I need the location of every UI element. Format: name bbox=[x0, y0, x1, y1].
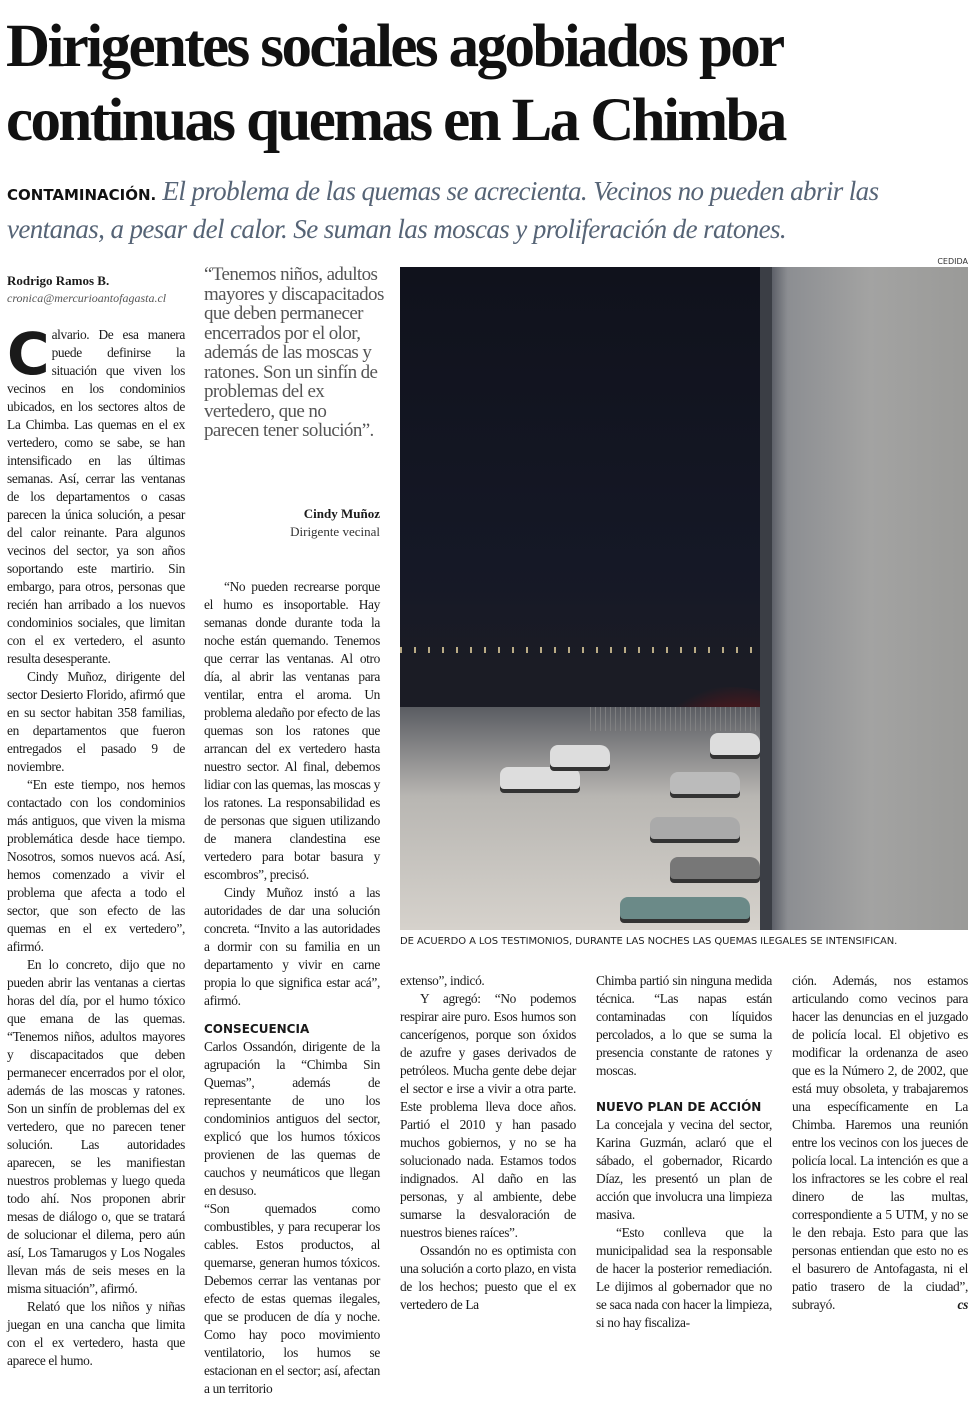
paragraph: En lo concreto, dijo que no pueden abrir las ventanas a ciertas horas del día, por el humo tóxico que emana de las quemas. “Tenemos niños, adultos mayores y discapacitados que deben permanecer encerrados por el olor, además de las moscas y ratones. Son un sinfín de problemas del ex vertedero, que no parecen tener solución. Las autoridades aparecen, se les manifiestan nuestros problemas y luego queda todo ahí. Nos proponen abrir mesas de diálogo o, que se tratará de solucionar el dilema, pero aún así, Los Tamarugos y Los Nogales llevan más de seis meses en la misma situación”, afirmó. bbox=[7, 957, 185, 1296]
pull-quote-attribution bbox=[204, 505, 380, 541]
end-mark-icon: cs bbox=[957, 1297, 968, 1312]
paragraph: Cindy Muñoz, dirigente del sector Desierto Florido, afirmó que en su sector habitan 358 familias, en departamentos que fueron entregados el pasado 9 de noviembre. bbox=[7, 669, 185, 774]
paragraph: La concejala y vecina del sector, Karina Guzmán, aclaró que el sábado, el gobernador, Ricardo Díaz, les presentó un plan de acción que involucra una limpieza masiva. bbox=[596, 1117, 772, 1222]
car bbox=[710, 733, 760, 755]
subtitle bbox=[7, 174, 969, 246]
city-lights bbox=[400, 647, 760, 653]
paragraph: Cindy Muñoz instó a las autoridades de dar una solución concreta. “Invito a las autoridades a dormir con su familia en un departamento y vivir en carne propia lo que significa estar acá”, afirmó. bbox=[204, 885, 380, 1008]
paragraph: Ossandón no es optimista con una solución a corto plazo, en vista de los hechos; puesto que el ex vertedero de La bbox=[400, 1243, 576, 1312]
paragraph: Chimba partió sin ninguna medida técnica. “Las napas están contaminadas con líquidos percolados, a lo que se suma la presencia constante de ratones y moscas. bbox=[596, 973, 772, 1078]
car bbox=[650, 817, 740, 839]
column-3 bbox=[400, 972, 576, 1314]
car bbox=[550, 745, 610, 767]
car bbox=[500, 767, 580, 789]
column-4 bbox=[596, 972, 772, 1332]
section-heading-plan: NUEVO PLAN DE ACCIÓN bbox=[596, 1100, 762, 1114]
paragraph: “Son quemados como combustibles, y para recuperar los cables. Estos productos, al quemarse, generan humos tóxicos. Debemos cerrar las ventanas por efecto de estas quemas ilegales, que se producen de día y noche. Como hay poco movimiento ventilatorio, los humos se estacionan en el sector; así, afectan a un territorio bbox=[204, 1201, 380, 1396]
author-name: Rodrigo Ramos B. bbox=[7, 273, 110, 288]
column-1 bbox=[7, 320, 185, 1370]
article-photo bbox=[400, 267, 968, 930]
car bbox=[670, 772, 740, 794]
photo-caption: DE ACUERDO A LOS TESTIMONIOS, DURANTE LAS NOCHES LAS QUEMAS ILEGALES SE INTENSIFICAN. bbox=[400, 936, 898, 947]
paragraph: ción. Además, nos estamos articulando como vecinos para hacer las denuncias en el juzgado de policía local. El objetivo es modificar la ordenanza de aseo que es la Número 2, de 2002, que está muy obsoleta, y trabajaremos una específicamente en La Chimba. Haremos una reunión entre los vecinos con los jueces de policía local. La intención es que a los infractores se les cobre el real dinero de las multas, correspondiente a 5 UTM, y no se le den rebaja. Esto para que las personas entiendan que esto no es el basurero de Antofagasta, ni el patio trasero de la ciudad”, subrayó. cs bbox=[792, 973, 968, 1312]
column-5 bbox=[792, 972, 968, 1314]
paragraph: “En este tiempo, nos hemos contactado con los condominios más antiguos, que viven la misma problemática desde hace tiempo. Nosotros, somos nuevos acá. Así, hemos comenzado a vivir el problema que afecta a todo el sector, que son efecto de las quemas en el ex vertedero”, afirmó. bbox=[7, 777, 185, 954]
paragraph: Calvario. De esa manera puede definirse la situación que viven los vecinos en los condominios ubicados, en los sectores altos de La Chimba. Las quemas en el ex vertedero, como se sabe, se han intensificado en las últimas semanas. Así, cerrar las ventanas de los departamentos o casas parecen la única solución, a pesar del calor reinante. Para algunos vecinos del sector, ya son años soportando este martirio. Sin embargo, para otros, personas que recién han arribado a los nuevos condominios sociales, que limitan con el ex vertedero, el asunto resulta desesperante. bbox=[7, 320, 185, 666]
drop-cap: C bbox=[7, 320, 48, 388]
paragraph: “No pueden recrearse porque el humo es insoportable. Hay semanas donde durante toda la noche están quemando. Tenemos que cerrar las ventanas. Al otro día, al abrir las ventanas para ventilar, entra el aroma. Un problema aledaño por efecto de las quemas son los ratones que arrancan del ex vertedero hasta nuestro sector. Al final, debemos lidiar con las quemas, las moscas y los ratones. La responsabilidad es de personas que siguen utilizando de manera clandestina ese vertedero para botar basura y escombros”, precisó. bbox=[204, 579, 380, 882]
paragraph: “Esto conlleva que la municipalidad sea la responsable de hacer la posterior remediación. Le dijimos al gobernador que no se saca nada con hacer la limpieza, si no hay fiscaliza- bbox=[596, 1225, 772, 1330]
car bbox=[620, 897, 750, 919]
quote-role: Dirigente vecinal bbox=[290, 524, 380, 539]
photo-credit: CEDIDA bbox=[937, 257, 968, 266]
paragraph: Relató que los niños y niñas juegan en una cancha que limita con el ex vertedero, hasta que aparece el humo. bbox=[7, 1299, 185, 1368]
headline: Dirigentes sociales agobiados por continuas quemas en La Chimba bbox=[6, 13, 785, 154]
subtitle-kicker: CONTAMINACIÓN. bbox=[7, 186, 157, 204]
quote-author: Cindy Muñoz bbox=[303, 506, 380, 521]
column-2 bbox=[204, 578, 380, 1398]
car bbox=[670, 857, 760, 879]
subtitle-text: El problema de las quemas se acrecienta. Vecinos no pueden abrir las ventanas, a pesar del calor. Se suman las moscas y proliferación de ratones. bbox=[7, 176, 879, 244]
byline bbox=[7, 272, 192, 307]
paragraph: Carlos Ossandón, dirigente de la agrupación la “Chimba Sin Quemas”, además de representante de uno los condominios antiguos del sector, explicó que los humos tóxicos provienen de las quemas de cauchos y neumáticos que llegan en desuso. bbox=[204, 1039, 380, 1198]
pull-quote: “Tenemos niños, adultos mayores y discapacitados que deben permanecer encerrados por el olor, además de las moscas y ratones. Son un sinfín de problemas del ex vertedero, que no parecen tener solución”. bbox=[204, 264, 384, 441]
fence bbox=[590, 707, 780, 731]
paragraph: extenso”, indicó. bbox=[400, 973, 485, 988]
paragraph: Y agregó: “No podemos respirar aire puro. Esos humos son cancerígenos, porque son óxidos de azufre y gases derivados de petróleos. Mucha gente debe dejar el sector e irse a vivir a otra parte. Este problema lleva doce años. Partió el 2010 y han pasado muchos gobiernos, y no se ha solucionado nada. Estamos todos indignados. Al daño en las personas, y al ambiente, debe sumarse la desvaloración de nuestros bienes raíces”. bbox=[400, 991, 576, 1240]
author-email[interactable]: cronica@mercurioantofagasta.cl bbox=[7, 291, 167, 305]
building-wall bbox=[772, 267, 968, 930]
section-heading-consecuencia: CONSECUENCIA bbox=[204, 1022, 310, 1036]
